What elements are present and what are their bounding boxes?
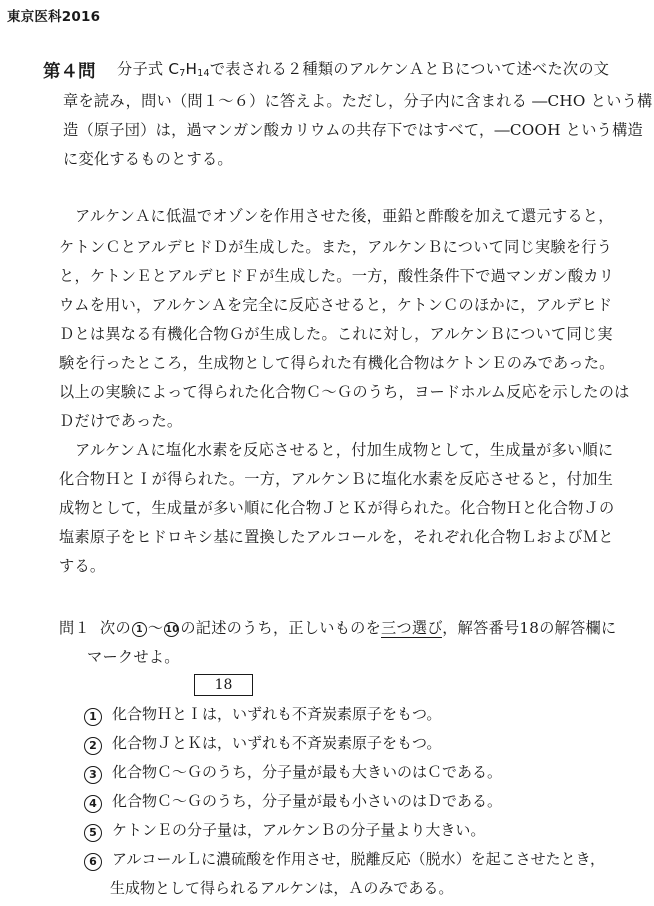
circled-number: 1 — [84, 708, 102, 726]
passage-line: 塩素原子をヒドロキシ基に置換したアルコールを，それぞれ化合物ＬおよびＭと — [59, 528, 614, 546]
circled-number: 6 — [84, 853, 102, 871]
passage-line: 化合物ＨとＩが得られた。一方，アルケンＢに塩化水素を反応させると，付加生 — [59, 470, 614, 488]
intro-line-3: 造（原子団）は，過マンガン酸カリウムの共存下ではすべて，―COOH という構造 — [63, 121, 643, 139]
option-1: 1 化合物ＨとＩは，いずれも不斉炭素原子をもつ。 — [84, 705, 441, 726]
circled-number: 5 — [84, 824, 102, 842]
passage-line: アルケンＡに低温でオゾンを作用させた後，亜鉛と酢酸を加えて還元すると， — [75, 207, 614, 225]
q1-prompt: 問１ 次の 1 ～ 10の記述のうち，正しいものを三つ選び，解答番号18の解答欄に — [59, 619, 617, 637]
option-2: 2 化合物ＪとＫは，いずれも不斉炭素原子をもつ。 — [84, 734, 441, 755]
option-6: 6 アルコールＬに濃硫酸を作用させ，脱離反応（脱水）を起こさせたとき， — [84, 850, 605, 871]
q1-label: 問１ — [59, 619, 90, 637]
option-5: 5 ケトンＥの分子量は，アルケンＢの分子量より大きい。 — [84, 821, 485, 842]
circled-number: 10 — [165, 624, 180, 635]
intro-line-4: に変化するものとする。 — [63, 150, 233, 168]
passage-line: ケトンＣとアルデヒドＤが生成した。また，アルケンＢについて同じ実験を行う — [59, 238, 613, 256]
passage-line: Ｄとは異なる有機化合物Ｇが生成した。これに対し，アルケンＢについて同じ実 — [59, 325, 613, 343]
passage-line: する。 — [59, 557, 106, 575]
answer-number-box: 18 — [194, 674, 253, 696]
option-3: 3 化合物Ｃ～Ｇのうち，分子量が最も大きいのはＣである。 — [84, 763, 502, 784]
option-4: 4 化合物Ｃ～Ｇのうち，分子量が最も小さいのはＤである。 — [84, 792, 502, 813]
underlined-instruction: 三つ選び — [381, 619, 443, 637]
passage-line: 験を行ったところ，生成物として得られた有機化合物はケトンＥのみであった。 — [59, 354, 615, 372]
passage-line: Ｄだけであった。 — [59, 412, 183, 430]
q1-prompt-line-2: マークせよ。 — [87, 648, 180, 666]
question-number: 第４問 — [43, 62, 96, 82]
circled-number: 3 — [84, 766, 102, 784]
source-label: 東京医科2016 — [7, 9, 101, 25]
intro-line-1: 分子式 $C_7H_{14}$で表される２種類のアルケンＡとＢについて述べた次の文 — [117, 60, 610, 79]
circled-number: 4 — [84, 795, 102, 813]
passage-line: 以上の実験によって得られた化合物Ｃ～Ｇのうち，ヨードホルム反応を示したのは — [59, 383, 630, 401]
passage-line: アルケンＡに塩化水素を反応させると，付加生成物として，生成量が多い順に — [75, 441, 614, 459]
circled-number: 2 — [84, 737, 102, 755]
molecular-formula: $C_7H_{14}$ — [168, 60, 210, 79]
passage-line: と，ケトンＥとアルデヒドＦが生成した。一方，酸性条件下で過マンガン酸カリ — [59, 267, 615, 285]
passage-line: ウムを用い，アルケンＡを完全に反応させると，ケトンＣのほかに，アルデヒド — [59, 296, 613, 314]
option-6-continued: 生成物として得られるアルケンは，Ａのみである。 — [110, 879, 454, 897]
passage-line: 成物として，生成量が多い順に化合物ＪとＫが得られた。化合物Ｈと化合物Ｊの — [59, 499, 615, 517]
circled-number: 1 — [132, 622, 147, 637]
intro-line-2: 章を読み，問い（問１～６）に答えよ。ただし，分子内に含まれる ―CHO という構 — [63, 92, 653, 110]
